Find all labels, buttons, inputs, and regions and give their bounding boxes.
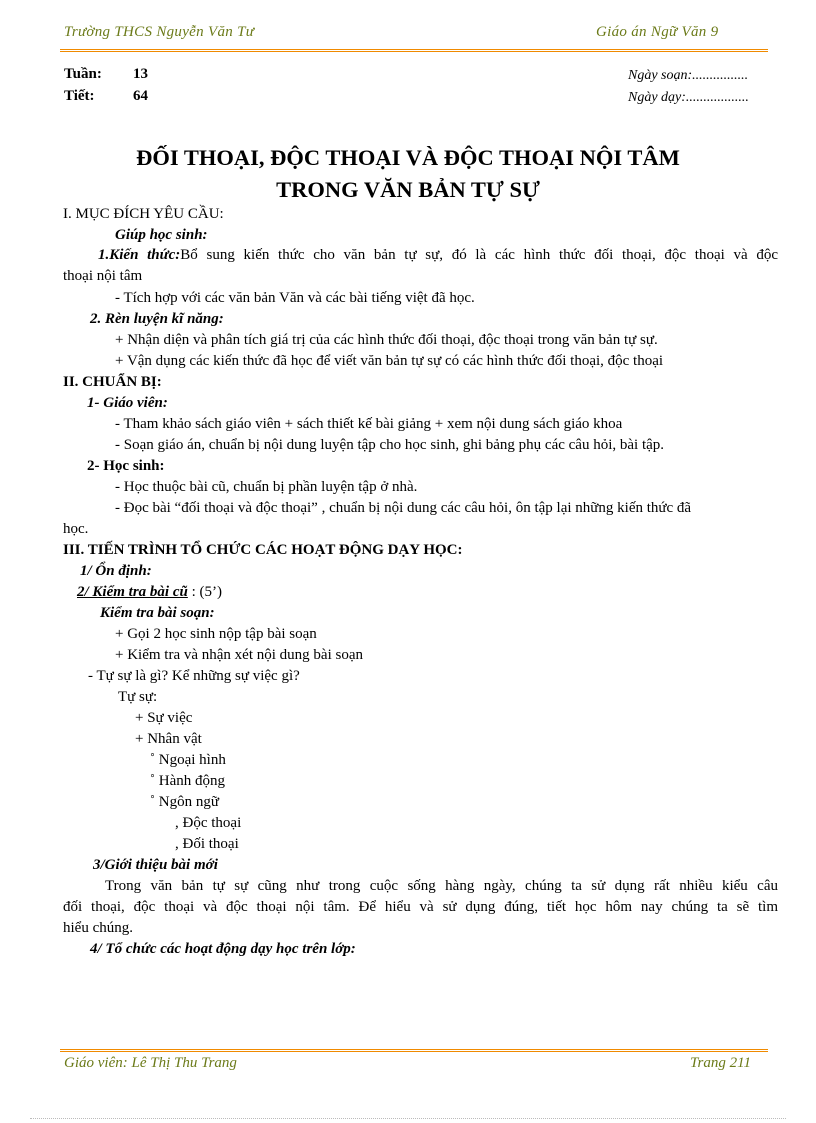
monologue-item: , Độc thoại [175,815,242,831]
intro-line-1 [63,878,778,895]
tusu-label: Tự sự: [118,689,158,705]
teacher-item-1: - Tham khảo sách giáo viên + sách thiết kế bài giảng + xem nội dung sách giáo khoa [115,416,623,432]
check-label: Kiểm tra bài soạn: [100,605,215,621]
section3-heading: III. TIẾN TRÌNH TỔ CHỨC CÁC HOẠT ĐỘNG DẠY HỌC: [63,542,463,558]
footer-divider [60,1049,768,1052]
intro-line-2: đối thoại, độc thoại và độc thoại nội tâm. Để hiểu và sử dụng đúng, tiết học hôm nay chúng ta sẽ tìm [63,899,778,915]
section2-heading: II. CHUẨN BỊ: [63,374,162,390]
section1-help: Giúp học sinh: [115,227,208,243]
knowledge-text: Bổ sung kiến thức cho văn bản tự sự, đó là các hình thức đối thoại, độc thoại và độc [180,247,778,263]
character-item: + Nhân vật [135,731,202,747]
knowledge-cont: thoại nội tâm [63,268,143,284]
week-label: Tuần: [64,66,102,82]
integrate-line: - Tích hợp với các văn bản Văn và các bài tiếng việt đã học. [115,290,475,306]
page-title-line2: TRONG VĂN BẢN TỰ SỰ [276,177,540,202]
knowledge-paragraph [63,247,778,264]
header-school: Trường THCS Nguyễn Văn Tư [64,24,255,40]
step-2-label: 2/ Kiểm tra bài cũ [77,584,188,600]
teaching-date: Ngày dạy:.................. [628,90,749,105]
prepared-date: Ngày soạn:................ [628,68,749,83]
section1-heading: I. MỤC ĐÍCH YÊU CẦU: [63,206,224,222]
intro-line-3: hiểu chúng. [63,920,133,936]
lesson-value: 64 [133,88,148,104]
step-2 [77,584,222,601]
teacher-item-2: - Soạn giáo án, chuẩn bị nội dung luyện tập cho học sinh, ghi bảng phụ các câu hỏi, bài tập. [115,437,665,453]
skills-label: 2. Rèn luyện kĩ năng: [90,311,224,327]
dialogue-item: , Đối thoại [175,836,239,852]
teacher-label: 1- Giáo viên: [87,395,168,411]
check-item-2: + Kiểm tra và nhận xét nội dung bài soạn [115,647,363,663]
intro-line-1-text: Trong văn bản tự sự cũng như trong cuộc sống hàng ngày, chúng ta sử dụng rất nhiều kiểu câu [105,878,778,894]
step-1: 1/ Ổn định: [80,563,152,579]
language-item: ˚ Ngôn ngữ [150,794,219,810]
lesson-label: Tiết: [64,88,95,104]
skill-1: + Nhận diện và phân tích giá trị của các hình thức đối thoại, độc thoại trong văn bản tự sự. [115,332,658,348]
step-2-time: : (5’) [191,584,222,600]
student-item-2: - Đọc bài “đối thoại và độc thoại” , chuẩn bị nội dung các câu hỏi, ôn tập lại những kiến thức đã [115,500,692,516]
header-subject: Giáo án Ngữ Văn 9 [596,24,719,40]
page-bottom-border [30,1118,786,1119]
step-4: 4/ Tổ chức các hoạt động dạy học trên lớp: [90,941,356,957]
question-1: - Tự sự là gì? Kể những sự việc gì? [88,668,300,684]
header-divider [60,49,768,52]
action-item: ˚ Hành động [150,773,225,789]
week-value: 13 [133,66,148,82]
event-item: + Sự việc [135,710,193,726]
student-item-2-cont: học. [63,521,89,537]
skill-2: + Vận dụng các kiến thức đã học để viết văn bản tự sự có các hình thức đối thoại, độc thoại [115,353,664,369]
footer-teacher: Giáo viên: Lê Thị Thu Trang [64,1055,237,1071]
step-3: 3/Giới thiệu bài mới [93,857,218,873]
student-item-1: - Học thuộc bài cũ, chuẩn bị phần luyện tập ở nhà. [115,479,418,495]
page-title-line1: ĐỐI THOẠI, ĐỘC THOẠI VÀ ĐỘC THOẠI NỘI TÂM [136,145,680,170]
looks-item: ˚ Ngoại hình [150,752,226,768]
knowledge-label: 1.Kiến thức: [98,247,181,263]
student-label: 2- Học sinh: [87,458,165,474]
check-item-1: + Gọi 2 học sinh nộp tập bài soạn [115,626,317,642]
footer-page: Trang 211 [690,1055,751,1071]
